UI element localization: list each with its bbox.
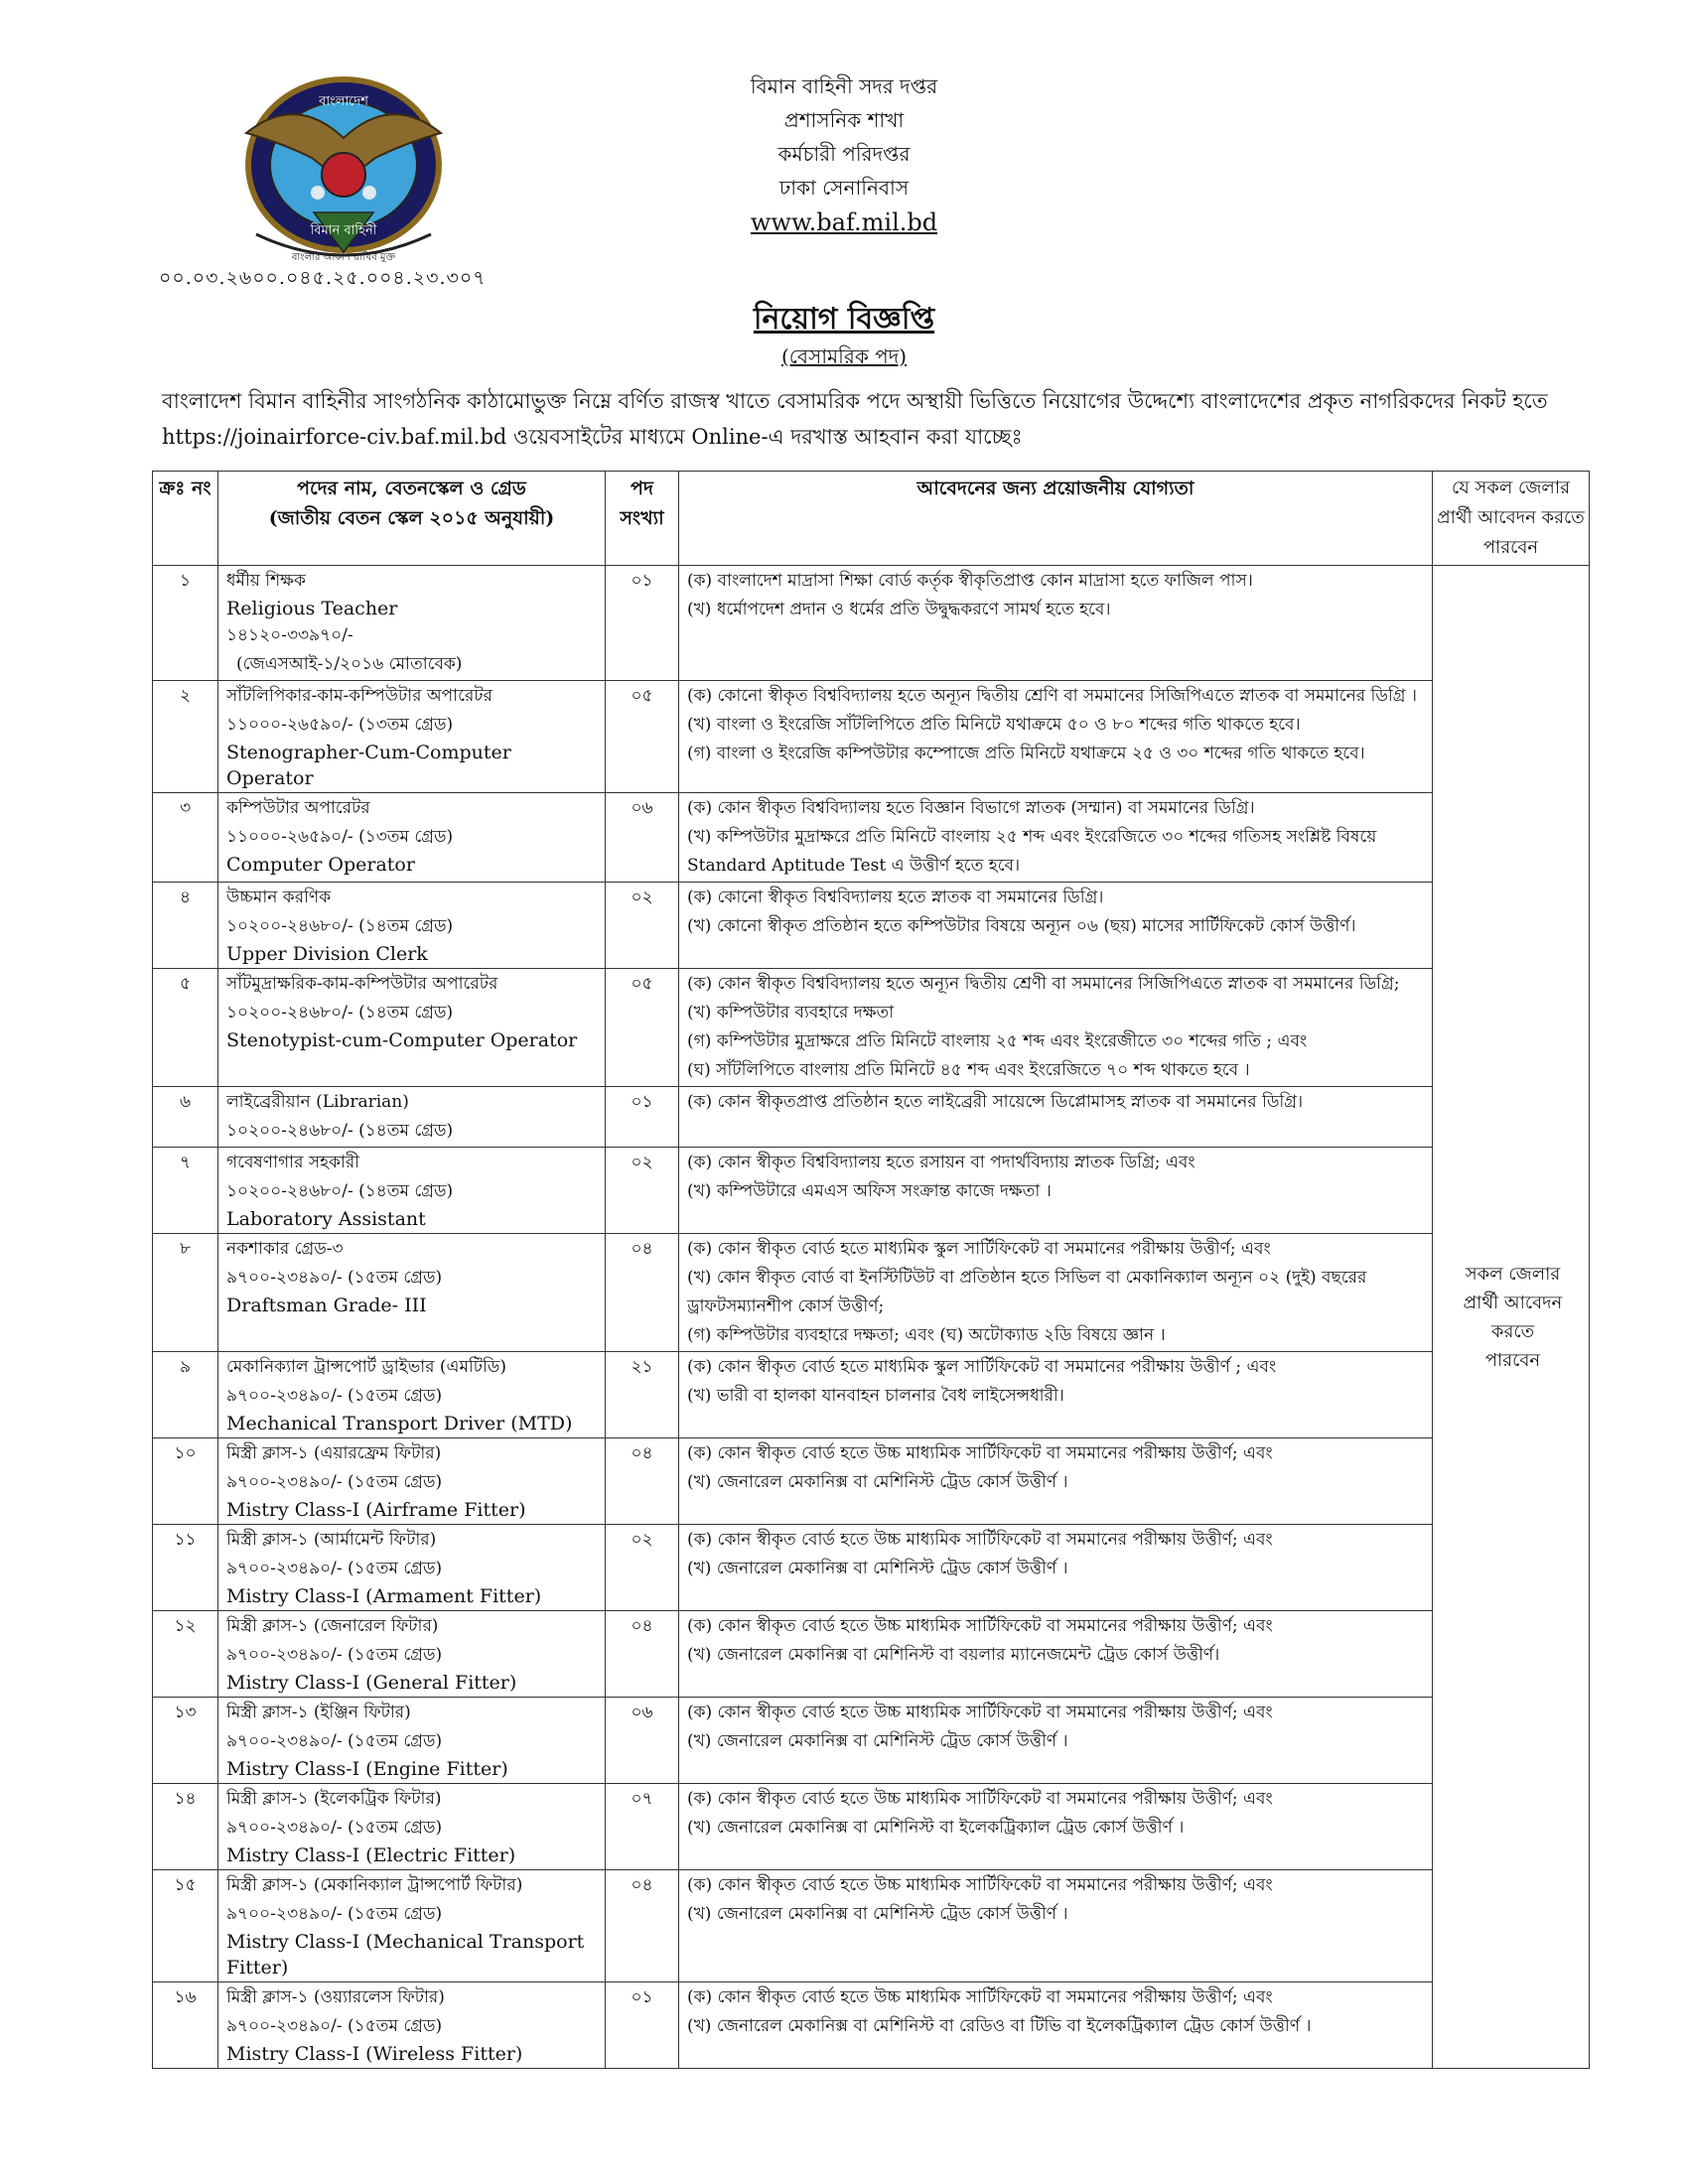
org-line: কর্মচারী পরিদপ্তর [777, 142, 911, 166]
notice-subtitle: (বেসামরিক পদ) [780, 344, 908, 368]
post-name-en: Mistry Class-I (Electric Fitter) [226, 1844, 516, 1866]
row-qualification [679, 1087, 1433, 1148]
qualification-item: (ক) বাংলাদেশ মাদ্রাসা শিক্ষা বোর্ড কর্তৃক স্বীকৃতিপ্রাপ্ত কোন মাদ্রাসা হতে ফাজিল পাস। [687, 571, 1253, 591]
post-name-bn: নকশাকার গ্রেড-৩ [226, 1239, 344, 1259]
row-qualification [679, 793, 1433, 883]
qualification-item: (খ) জেনারেল মেকানিক্স বা মেশিনিস্ট ট্রেড কোর্স উত্তীর্ণ । [687, 1472, 1068, 1492]
district-note-line: প্রার্থী আবেদন [1463, 1292, 1563, 1313]
pay-scale: ৯৭০০-২৩৪৯০/- (১৫তম গ্রেড) [226, 1268, 443, 1288]
post-note: (জেএসআই-১/২০১৬ মোতাবেক) [236, 654, 463, 674]
post-name-bn: উচ্চমান করণিক [226, 887, 332, 907]
row-count: ০৬ [606, 1698, 679, 1784]
row-qualification [679, 1982, 1433, 2069]
qualification-item: (ঘ) সাঁটলিপিতে বাংলায় প্রতি মিনিটে ৪৫ শব্দ এবং ইংরেজিতে ৭০ শব্দ থাকতে হবে । [687, 1060, 1250, 1080]
header-qualification: আবেদনের জন্য প্রয়োজনীয় যোগ্যতা [679, 472, 1433, 566]
row-qualification [679, 1438, 1433, 1525]
row-count: ০১ [606, 1087, 679, 1148]
row-serial: ১৫ [153, 1870, 218, 1982]
table-row [153, 1870, 1590, 1982]
qualification-item: (ক) কোন স্বীকৃত বিশ্ববিদ্যালয় হতে বিজ্ঞান বিভাগে স্নাতক (সম্মান) বা সমমানের ডিগ্রি। [687, 798, 1255, 818]
row-count: ০৬ [606, 793, 679, 883]
header-count: পদ সংখ্যা [606, 472, 679, 566]
district-note-line: পারবেন [1484, 1349, 1541, 1371]
post-name-en: Mistry Class-I (Airframe Fitter) [226, 1499, 526, 1521]
qualification-item: (গ) কম্পিউটার ব্যবহারে দক্ষতা; এবং (ঘ) অটোক্যাড ২ডি বিষয়ে জ্ঞান । [687, 1325, 1166, 1345]
pay-scale: ১০২০০-২৪৬৮০/- (১৪তম গ্রেড) [226, 916, 454, 936]
row-post [218, 883, 606, 969]
website-link[interactable]: www.baf.mil.bd [750, 208, 938, 236]
pay-scale: ৯৭০০-২৩৪৯০/- (১৫তম গ্রেড) [226, 1818, 443, 1838]
row-count: ০৫ [606, 681, 679, 793]
pay-scale: ৯৭০০-২৩৪৯০/- (১৫তম গ্রেড) [226, 1731, 443, 1751]
table-row [153, 1525, 1590, 1611]
row-post [218, 1352, 606, 1438]
post-name-en: Laboratory Assistant [226, 1208, 426, 1230]
pay-scale: ১০২০০-২৪৬৮০/- (১৪তম গ্রেড) [226, 1181, 454, 1201]
row-post [218, 1698, 606, 1784]
table-row [153, 681, 1590, 793]
qualification-item: (ক) কোনো স্বীকৃত বিশ্ববিদ্যালয় হতে অন্যূন দ্বিতীয় শ্রেণি বা সমমানের সিজিপিএতে স্নাতক বা সমমানের ডিগ্রি । [687, 686, 1417, 706]
qualification-item: (ক) কোন স্বীকৃত বোর্ড হতে মাধ্যমিক স্কুল সার্টিফিকেট বা সমমানের পরীক্ষায় উত্তীর্ণ; এবং [687, 1239, 1271, 1259]
row-serial: ৬ [153, 1087, 218, 1148]
table-row [153, 1784, 1590, 1870]
row-post [218, 1784, 606, 1870]
header-district: যে সকল জেলার প্রার্থী আবেদন করতে পারবেন [1433, 472, 1590, 566]
row-serial: ১৬ [153, 1982, 218, 2069]
row-qualification [679, 1352, 1433, 1438]
row-serial: ৩ [153, 793, 218, 883]
qualification-item: (ক) কোন স্বীকৃত বোর্ড হতে উচ্চ মাধ্যমিক সার্টিফিকেট বা সমমানের পরীক্ষায় উত্তীর্ণ; এবং [687, 1530, 1273, 1550]
qualification-item: (খ) ধর্মোপদেশ প্রদান ও ধর্মের প্রতি উদ্বুদ্ধকরণে সামর্থ হতে হবে। [687, 600, 1111, 619]
post-name-bn: সাঁটমুদ্রাক্ষরিক-কাম-কম্পিউটার অপারেটর [226, 974, 498, 994]
row-post [218, 969, 606, 1087]
qualification-item: (খ) কোনো স্বীকৃত প্রতিষ্ঠান হতে কম্পিউটার বিষয়ে অন্যূন ০৬ (ছয়) মাসের সার্টিফিকেট কোর্স উত্তীর্ণ। [687, 916, 1356, 936]
pay-scale: ১১০০০-২৬৫৯০/- (১৩তম গ্রেড) [226, 827, 454, 847]
pay-scale: ৯৭০০-২৩৪৯০/- (১৫তম গ্রেড) [226, 1472, 443, 1492]
vacancy-table [152, 471, 1590, 2069]
qualification-item: (ক) কোন স্বীকৃতপ্রাপ্ত প্রতিষ্ঠান হতে লাইব্রেরী সায়েন্সে ডিপ্লোমাসহ স্নাতক বা সমমানের ডিগ্রি। [687, 1092, 1304, 1112]
qualification-item: (ক) কোন স্বীকৃত বিশ্ববিদ্যালয় হতে রসায়ন বা পদার্থবিদ্যায় স্নাতক ডিগ্রি; এবং [687, 1153, 1196, 1172]
qualification-item: (খ) জেনারেল মেকানিক্স বা মেশিনিস্ট ট্রেড কোর্স উত্তীর্ণ । [687, 1904, 1068, 1924]
district-note-line: করতে [1490, 1320, 1535, 1342]
row-qualification [679, 883, 1433, 969]
row-serial: ১৩ [153, 1698, 218, 1784]
table-row [153, 1148, 1590, 1234]
qualification-item: (গ) কম্পিউটার মুদ্রাক্ষরে প্রতি মিনিটে বাংলায় ২৫ শব্দ এবং ইংরেজীতে ৩০ শব্দের গতি ; এবং [687, 1031, 1308, 1051]
row-serial: ৮ [153, 1234, 218, 1352]
post-name-bn: ধর্মীয় শিক্ষক [226, 571, 306, 591]
qualification-item: (খ) জেনারেল মেকানিক্স বা মেশিনিস্ট বা বয়লার ম্যানেজমেন্ট ট্রেড কোর্স উত্তীর্ণ। [687, 1645, 1220, 1665]
row-count: ০৪ [606, 1870, 679, 1982]
table-row [153, 1982, 1590, 2069]
row-count: ০৪ [606, 1438, 679, 1525]
headquarters-block [0, 69, 1688, 240]
post-name-en: Stenographer-Cum-Computer Operator [226, 742, 511, 789]
table-row [153, 1352, 1590, 1438]
post-name-en: Mechanical Transport Driver (MTD) [226, 1413, 573, 1434]
qualification-item: (খ) ভারী বা হালকা যানবাহন চালনার বৈধ লাইসেন্সধারী। [687, 1386, 1064, 1406]
table-row [153, 1698, 1590, 1784]
row-post [218, 793, 606, 883]
qualification-item: (ক) কোন স্বীকৃত বোর্ড হতে উচ্চ মাধ্যমিক সার্টিফিকেট বা সমমানের পরীক্ষায় উত্তীর্ণ; এবং [687, 1616, 1273, 1636]
qualification-item: (ক) কোন স্বীকৃত বোর্ড হতে উচ্চ মাধ্যমিক সার্টিফিকেট বা সমমানের পরীক্ষায় উত্তীর্ণ; এবং [687, 1443, 1273, 1463]
pay-scale: ১০২০০-২৪৬৮০/- (১৪তম গ্রেড) [226, 1121, 454, 1141]
post-name-en: Computer Operator [226, 854, 415, 876]
district-note-line: সকল জেলার [1465, 1263, 1561, 1285]
qualification-item: (ক) কোন স্বীকৃত বোর্ড হতে উচ্চ মাধ্যমিক সার্টিফিকেট বা সমমানের পরীক্ষায় উত্তীর্ণ; এবং [687, 1875, 1273, 1895]
table-row [153, 566, 1590, 681]
post-name-bn: মিস্ত্রী ক্লাস-১ (এয়ারফ্রেম ফিটার) [226, 1443, 442, 1463]
row-serial: ১৪ [153, 1784, 218, 1870]
row-post [218, 1870, 606, 1982]
row-serial: ১১ [153, 1525, 218, 1611]
row-serial: ১২ [153, 1611, 218, 1698]
pay-scale: ৯৭০০-২৩৪৯০/- (১৫তম গ্রেড) [226, 1645, 443, 1665]
post-name-en: Mistry Class-I (Armament Fitter) [226, 1585, 542, 1607]
table-row [153, 1234, 1590, 1352]
post-name-bn: কম্পিউটার অপারেটর [226, 798, 370, 818]
row-count: ০২ [606, 883, 679, 969]
post-name-bn: মিস্ত্রী ক্লাস-১ (মেকানিক্যাল ট্রান্সপোর্ট ফিটার) [226, 1875, 523, 1895]
memo-number: ০০.০৩.২৬০০.০৪৫.২৫.০০৪.২৩.৩০৭ [159, 267, 487, 289]
row-serial: ১০ [153, 1438, 218, 1525]
pay-scale: ১১০০০-২৬৫৯০/- (১৩তম গ্রেড) [226, 715, 454, 735]
table-row [153, 883, 1590, 969]
pay-scale: ৯৭০০-২৩৪৯০/- (১৫তম গ্রেড) [226, 2016, 443, 2036]
post-name-en: Stenotypist-cum-Computer Operator [226, 1029, 578, 1051]
post-name-en: Mistry Class-I (Engine Fitter) [226, 1758, 508, 1780]
row-qualification [679, 1148, 1433, 1234]
row-serial: ১ [153, 566, 218, 681]
post-name-en: Mistry Class-I (Mechanical Transport Fitter) [226, 1931, 585, 1979]
qualification-item: (ক) কোন স্বীকৃত বোর্ড হতে মাধ্যমিক স্কুল সার্টিফিকেট বা সমমানের পরীক্ষায় উত্তীর্ণ ; এবং [687, 1357, 1277, 1377]
row-qualification [679, 566, 1433, 681]
row-serial: ৫ [153, 969, 218, 1087]
row-count: ০১ [606, 566, 679, 681]
row-qualification [679, 681, 1433, 793]
qualification-item: (খ) কোন স্বীকৃত বোর্ড বা ইনস্টিটিউট বা প্রতিষ্ঠান হতে সিভিল বা মেকানিক্যাল অন্যূন ০২ (দুই) বছরের ড্রাফটসম্যানশীপ কোর্স উত্তীর্ণ; [687, 1268, 1367, 1316]
table-row [153, 969, 1590, 1087]
row-serial: ৪ [153, 883, 218, 969]
qualification-item: (খ) কম্পিউটার ব্যবহারে দক্ষতা [687, 1003, 895, 1023]
intro-paragraph: বাংলাদেশ বিমান বাহিনীর সাংগঠনিক কাঠামোভুক্ত নিম্নে বর্ণিত রাজস্ব খাতে বেসামরিক পদে অস্থায়ী ভিত্তিতে নিয়োগের উদ্দেশ্যে বাংলাদেশের প্রকৃত নাগরিকদের নিকট হতে https://joinairforce-civ.baf.mil.bd ওয়েবসাইটের মাধ্যমে Online-এ দরখাস্ত আহবান করা যাচ্ছেঃ [162, 389, 1548, 449]
qualification-item: (খ) কম্পিউটারে এমএস অফিস সংক্রান্ত কাজে দক্ষতা । [687, 1181, 1052, 1201]
header-serial: ক্রঃ নং [153, 472, 218, 566]
qualification-item: (খ) কম্পিউটার মুদ্রাক্ষরে প্রতি মিনিটে বাংলায় ২৫ শব্দ এবং ইংরেজিতে ৩০ শব্দের গতিসহ সংশ্লিষ্ট বিষয়ে Standard Aptitude Test এ উত্তীর্ণ হতে হবে। [687, 827, 1377, 876]
post-name-en: Draftsman Grade- III [226, 1295, 427, 1316]
post-name-bn: সাঁটলিপিকার-কাম-কম্পিউটার অপারেটর [226, 686, 492, 706]
row-post [218, 1611, 606, 1698]
svg-text:বাংলাদেশ: বাংলাদেশ [319, 94, 368, 109]
qualification-item: (ক) কোনো স্বীকৃত বিশ্ববিদ্যালয় হতে স্নাতক বা সমমানের ডিগ্রি। [687, 887, 1104, 907]
row-count: ০৭ [606, 1784, 679, 1870]
qualification-item: (ক) কোন স্বীকৃত বোর্ড হতে উচ্চ মাধ্যমিক সার্টিফিকেট বা সমমানের পরীক্ষায় উত্তীর্ণ; এবং [687, 1789, 1273, 1809]
pay-scale: ৯৭০০-২৩৪৯০/- (১৫তম গ্রেড) [226, 1559, 443, 1578]
post-name-bn: মিস্ত্রী ক্লাস-১ (ইঞ্জিন ফিটার) [226, 1703, 411, 1722]
table-row [153, 1087, 1590, 1148]
post-name-bn: মিস্ত্রী ক্লাস-১ (জেনারেল ফিটার) [226, 1616, 439, 1636]
row-qualification [679, 1870, 1433, 1982]
row-qualification [679, 969, 1433, 1087]
row-qualification [679, 1234, 1433, 1352]
notice-title-block [0, 298, 1688, 371]
org-line: ঢাকা সেনানিবাস [778, 176, 910, 200]
post-name-en: Upper Division Clerk [226, 943, 428, 965]
notice-title: নিয়োগ বিজ্ঞপ্তি [753, 302, 935, 337]
qualification-item: (খ) বাংলা ও ইংরেজি সাঁটলিপিতে প্রতি মিনিটে যথাক্রমে ৫০ ও ৮০ শব্দের গতি থাকতে হবে। [687, 715, 1301, 735]
post-name-bn: লাইব্রেরীয়ান (Librarian) [226, 1092, 409, 1112]
row-count: ০১ [606, 1982, 679, 2069]
row-post [218, 566, 606, 681]
row-serial: ৭ [153, 1148, 218, 1234]
post-name-bn: মিস্ত্রী ক্লাস-১ (ওয়্যারলেস ফিটার) [226, 1987, 445, 2007]
header-post: পদের নাম, বেতনস্কেল ও গ্রেড (জাতীয় বেতন স্কেল ২০১৫ অনুযায়ী) [218, 472, 606, 566]
post-name-en: Mistry Class-I (General Fitter) [226, 1672, 517, 1694]
svg-text:বাংলার আকাশ রাখিব মুক্ত: বাংলার আকাশ রাখিব মুক্ত [291, 252, 396, 263]
row-serial: ২ [153, 681, 218, 793]
row-count: ২১ [606, 1352, 679, 1438]
row-post [218, 1087, 606, 1148]
qualification-item: (খ) জেনারেল মেকানিক্স বা মেশিনিস্ট বা ইলেকট্রিক্যাল ট্রেড কোর্স উত্তীর্ণ । [687, 1818, 1185, 1838]
row-post [218, 1525, 606, 1611]
pay-scale: ৯৭০০-২৩৪৯০/- (১৫তম গ্রেড) [226, 1386, 443, 1406]
qualification-item: (গ) বাংলা ও ইংরেজি কম্পিউটার কম্পোজে প্রতি মিনিটে যথাক্রমে ২৫ ও ৩০ শব্দের গতি থাকতে হবে। [687, 744, 1365, 763]
row-post [218, 1438, 606, 1525]
row-count: ০২ [606, 1525, 679, 1611]
table-row [153, 1438, 1590, 1525]
qualification-item: (ক) কোন স্বীকৃত বিশ্ববিদ্যালয় হতে অন্যূন দ্বিতীয় শ্রেণী বা সমমানের সিজিপিএতে স্নাতক বা সমমানের ডিগ্রি; [687, 974, 1400, 994]
post-name-bn: মিস্ত্রী ক্লাস-১ (আর্মামেন্ট ফিটার) [226, 1530, 437, 1550]
row-count: ০৪ [606, 1234, 679, 1352]
table-header-row [153, 472, 1590, 566]
qualification-item: (খ) জেনারেল মেকানিক্স বা মেশিনিস্ট ট্রেড কোর্স উত্তীর্ণ । [687, 1559, 1068, 1578]
pay-scale: ১৪১২০-৩৩৯৭০/- [226, 625, 353, 645]
org-line: বিমান বাহিনী সদর দপ্তর [750, 74, 938, 98]
post-name-en: Religious Teacher [226, 598, 398, 619]
row-count: ০৫ [606, 969, 679, 1087]
post-name-en: Mistry Class-I (Wireless Fitter) [226, 2043, 523, 2065]
pay-scale: ১০২০০-২৪৬৮০/- (১৪তম গ্রেড) [226, 1003, 454, 1023]
post-name-bn: মিস্ত্রী ক্লাস-১ (ইলেকট্রিক ফিটার) [226, 1789, 442, 1809]
post-name-bn: গবেষণাগার সহকারী [226, 1153, 360, 1172]
svg-text:বিমান বাহিনী: বিমান বাহিনী [310, 223, 377, 238]
row-post [218, 1148, 606, 1234]
row-qualification [679, 1784, 1433, 1870]
row-qualification [679, 1525, 1433, 1611]
qualification-item: (ক) কোন স্বীকৃত বোর্ড হতে উচ্চ মাধ্যমিক সার্টিফিকেট বা সমমানের পরীক্ষায় উত্তীর্ণ; এবং [687, 1703, 1273, 1722]
row-qualification [679, 1698, 1433, 1784]
row-post [218, 1234, 606, 1352]
qualification-item: (খ) জেনারেল মেকানিক্স বা মেশিনিস্ট বা রেডিও বা টিভি বা ইলেকট্রিক্যাল ট্রেড কোর্স উত্তীর্ণ । [687, 2016, 1312, 2036]
table-row [153, 1611, 1590, 1698]
row-qualification [679, 1611, 1433, 1698]
row-serial: ৯ [153, 1352, 218, 1438]
district-eligibility [1433, 566, 1590, 2069]
pay-scale: ৯৭০০-২৩৪৯০/- (১৫তম গ্রেড) [226, 1904, 443, 1924]
qualification-item: (খ) জেনারেল মেকানিক্স বা মেশিনিস্ট ট্রেড কোর্স উত্তীর্ণ । [687, 1731, 1068, 1751]
row-post [218, 1982, 606, 2069]
row-count: ০২ [606, 1148, 679, 1234]
row-count: ০৪ [606, 1611, 679, 1698]
row-post [218, 681, 606, 793]
qualification-item: (ক) কোন স্বীকৃত বোর্ড হতে উচ্চ মাধ্যমিক সার্টিফিকেট বা সমমানের পরীক্ষায় উত্তীর্ণ; এবং [687, 1987, 1273, 2007]
org-line: প্রশাসনিক শাখা [783, 108, 905, 132]
table-row [153, 793, 1590, 883]
post-name-bn: মেকানিক্যাল ট্রান্সপোর্ট ড্রাইভার (এমটিডি) [226, 1357, 507, 1377]
